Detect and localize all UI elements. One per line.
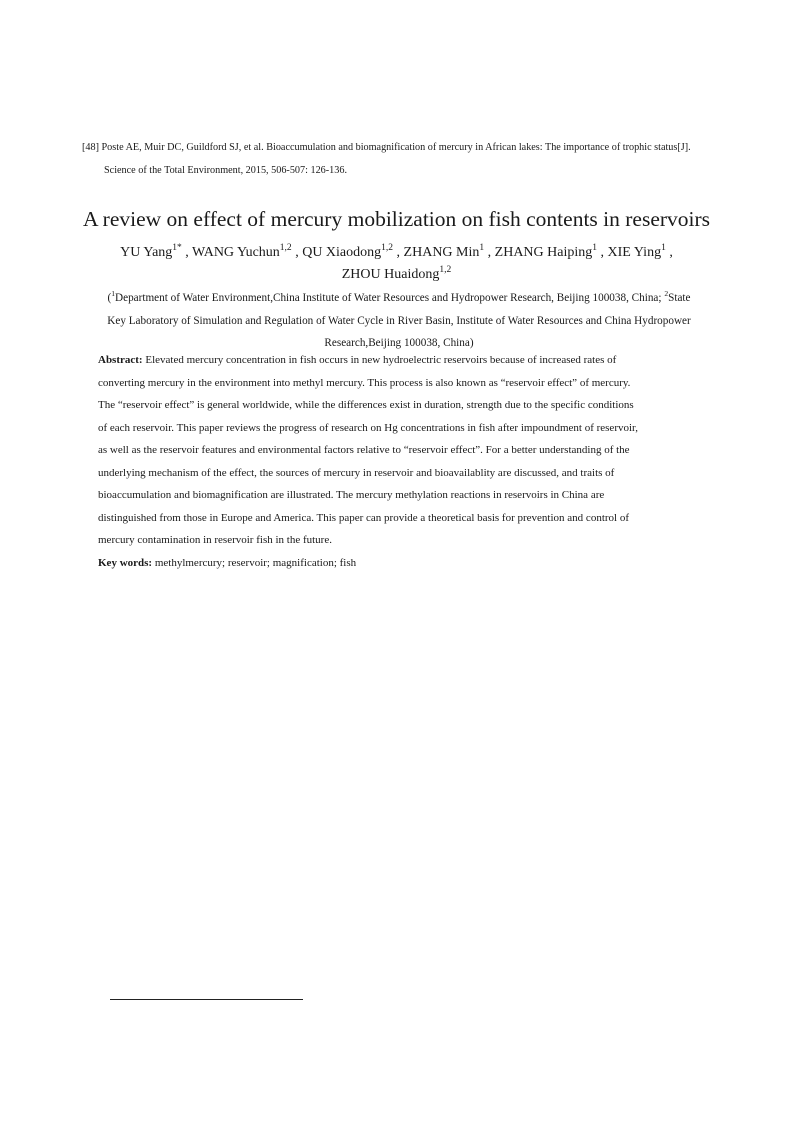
author-separator: ,: [181, 245, 193, 260]
abstract-line: The “reservoir effect” is general worldwide, while the differences exist in duration, strength due to the specific conditions: [98, 399, 634, 411]
affiliation-sup-2: 2: [664, 289, 669, 299]
author-separator: ,: [291, 245, 303, 260]
author-affil-sup: 1,2: [439, 264, 452, 275]
author-separator: ,: [665, 245, 673, 260]
author-affil-sup: 1,2: [279, 242, 292, 253]
author-name: YU Yang: [120, 245, 173, 260]
author-name: QU Xiaodong: [302, 245, 382, 260]
reference-line-1: [48] Poste AE, Muir DC, Guildford SJ, et al. Bioaccumulation and biomagnification of mercury in African lakes: The importance of trophic status[J].: [82, 142, 691, 153]
reference-entry: [82, 136, 722, 182]
affiliation-line-1: [84, 287, 714, 310]
author-affil-sup: 1,2: [381, 242, 394, 253]
abstract-line: bioaccumulation and biomagnification are illustrated. The mercury methylation reactions in reservoirs in China are: [98, 489, 605, 501]
affiliation-text-2-start: State: [668, 292, 691, 304]
abstract-line: of each reservoir. This paper reviews the progress of research on Hg concentrations in fish after impoundment of reservoir,: [98, 421, 639, 434]
abstract-line: as well as the reservoir features and environmental factors relative to “reservoir effect”. For a better understanding of the: [98, 444, 630, 456]
affiliation-sup-1: 1: [111, 289, 116, 299]
abstract-line: underlying mechanism of the effect, the sources of mercury in reservoir and bioavailablity are discussed, and traits of: [98, 466, 615, 479]
reference-line-2: Science of the Total Environment, 2015, 506-507: 126-136.: [104, 165, 347, 176]
keywords-line: [98, 552, 710, 575]
footnote-rule: [110, 999, 303, 1000]
author-name: ZHOU Huaidong: [341, 267, 440, 282]
abstract-line: [98, 349, 710, 372]
affiliations: [84, 287, 714, 355]
author-line-1: [0, 242, 793, 264]
keywords-label: Key words:: [98, 556, 153, 569]
author-name: XIE Ying: [607, 245, 662, 260]
abstract-line: distinguished from those in Europe and America. This paper can provide a theoretical basis for prevention and control of: [98, 511, 630, 524]
abstract-line: converting mercury in the environment into methyl mercury. This process is also known as “reservoir effect” of mercury.: [98, 376, 631, 389]
author-separator: ,: [393, 245, 404, 260]
author-name: WANG Yuchun: [192, 245, 280, 260]
abstract-line: mercury contamination in reservoir fish in the future.: [98, 534, 332, 546]
affiliation-line-3: Research,Beijing 100038, China): [324, 337, 474, 349]
author-affil-sup: 1: [479, 242, 485, 253]
affiliation-line-2: Key Laboratory of Simulation and Regulation of Water Cycle in River Basin, Institute of Water Resources and China Hydropower: [107, 314, 691, 327]
author-list: [0, 242, 793, 286]
author-separator: ,: [597, 245, 608, 260]
affiliation-text-1: Department of Water Environment,China Institute of Water Resources and Hydropower Research, Beijing 100038, China;: [115, 292, 665, 304]
abstract-block: [98, 349, 710, 574]
paper-title: A review on effect of mercury mobilization on fish contents in reservoirs: [82, 207, 711, 231]
author-affil-sup: 1*: [172, 242, 182, 253]
author-name: ZHANG Min: [403, 245, 480, 260]
abstract-label: Abstract:: [98, 354, 143, 366]
author-line-2: [0, 264, 793, 286]
author-affil-sup: 1: [661, 242, 666, 253]
abstract-text: Elevated mercury concentration in fish occurs in new hydroelectric reservoirs because of increased rates of: [142, 354, 617, 366]
author-name: ZHANG Haiping: [494, 245, 593, 260]
author-affil-sup: 1: [592, 242, 598, 253]
affiliation-open-paren: (: [107, 292, 112, 304]
keywords-text: methylmercury; reservoir; magnification; fish: [152, 556, 357, 569]
author-separator: ,: [484, 245, 495, 260]
